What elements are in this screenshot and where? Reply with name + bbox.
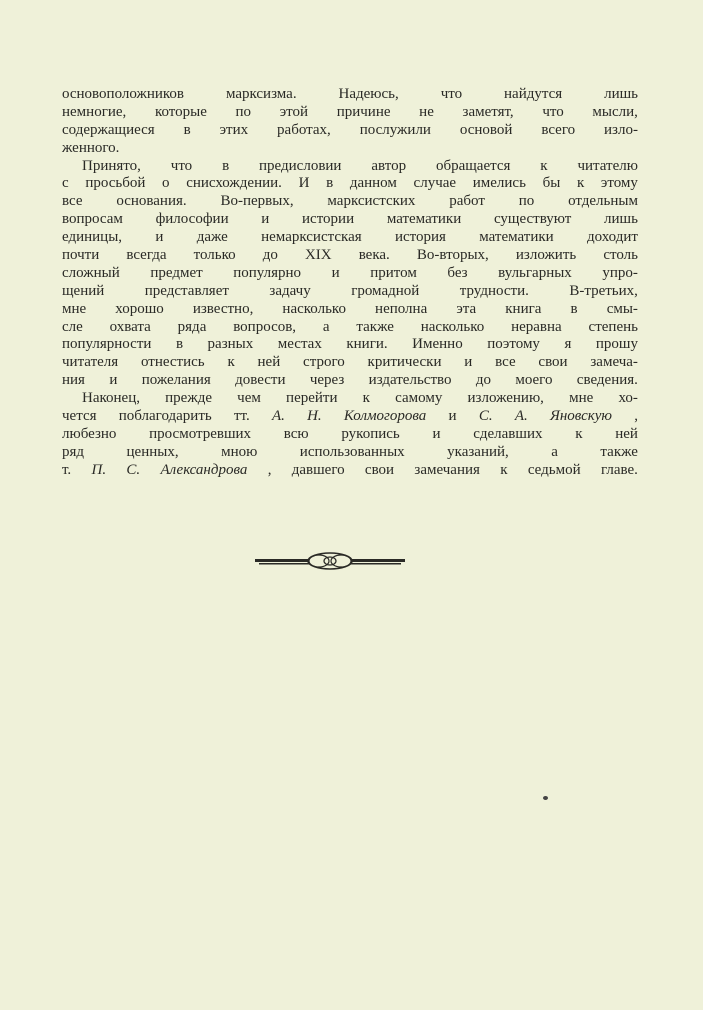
word: известно, xyxy=(192,300,254,317)
word: Надеюсь, xyxy=(338,86,399,102)
word: также xyxy=(356,318,394,335)
word: сложный xyxy=(62,264,120,281)
word: прежде xyxy=(165,390,212,407)
text-line xyxy=(62,390,638,408)
word: А. xyxy=(271,408,285,425)
word: ния xyxy=(62,372,85,389)
text-line xyxy=(62,193,638,211)
word: всю xyxy=(283,425,309,442)
word: и xyxy=(464,354,473,371)
word: мысли, xyxy=(592,103,638,120)
word: ней xyxy=(615,425,638,442)
word: просмотревших xyxy=(149,425,252,442)
word: замечания xyxy=(414,461,480,478)
text-line xyxy=(62,104,638,122)
word: Наконец, xyxy=(82,390,140,407)
text-line xyxy=(62,426,638,444)
word: моего xyxy=(515,372,553,389)
text-line xyxy=(62,247,638,265)
word: сведения. xyxy=(576,372,638,389)
word: снисхождении. xyxy=(186,175,282,192)
word: замеча- xyxy=(590,354,638,371)
word: свои xyxy=(364,461,395,478)
word: поэтому xyxy=(487,336,540,353)
word: разных xyxy=(207,336,254,353)
text-line xyxy=(62,336,638,354)
word: единицы, xyxy=(62,229,123,246)
text-line xyxy=(62,229,638,247)
word: основоположников xyxy=(62,86,185,102)
word: с xyxy=(62,175,69,192)
word: XIX xyxy=(304,247,332,264)
word: я xyxy=(564,336,572,353)
text-line xyxy=(62,86,638,104)
word: Александрова xyxy=(160,461,248,478)
word: самому xyxy=(395,390,443,407)
word: не xyxy=(419,103,434,120)
word: существуют xyxy=(493,211,572,228)
word: послужили xyxy=(359,121,431,138)
word: причине xyxy=(336,103,391,120)
word: изложить xyxy=(515,247,577,264)
text-line xyxy=(62,283,638,301)
word: что xyxy=(170,157,193,174)
word: любезно xyxy=(62,425,117,442)
word: лишь xyxy=(604,211,638,228)
word: просьбой xyxy=(85,175,146,192)
word: в xyxy=(222,157,230,174)
word: тт. xyxy=(233,408,250,425)
word: а xyxy=(551,443,558,460)
word: основания. xyxy=(116,193,187,210)
word: представляет xyxy=(144,282,229,299)
word: степень xyxy=(588,318,638,335)
word: И xyxy=(298,175,310,192)
word: книга xyxy=(505,300,542,317)
word: к xyxy=(227,354,235,371)
word: неполна xyxy=(375,300,428,317)
word: местах xyxy=(277,336,322,353)
word: чем xyxy=(237,390,261,407)
text-line xyxy=(62,354,638,372)
word: чется xyxy=(62,408,97,425)
word: обращается xyxy=(435,157,511,174)
word: т. xyxy=(62,461,72,478)
word: Яновскую xyxy=(549,408,612,425)
text-line xyxy=(62,175,638,193)
word: к xyxy=(575,425,583,442)
word: столь xyxy=(603,247,638,264)
word: этих xyxy=(219,121,249,138)
word: громадной xyxy=(351,282,420,299)
word: и xyxy=(261,211,270,228)
word: упро- xyxy=(602,264,638,281)
word: немногие, xyxy=(62,103,127,120)
word: прошу xyxy=(595,336,638,353)
word: всего xyxy=(541,121,576,138)
word: щений xyxy=(62,282,105,299)
word: к xyxy=(576,175,585,192)
word: история xyxy=(394,229,446,246)
word: по xyxy=(518,193,535,210)
word: Принято, xyxy=(82,157,141,174)
word: также xyxy=(600,443,638,460)
word: и xyxy=(109,372,118,389)
word: издательство xyxy=(368,372,452,389)
word: работ xyxy=(449,193,485,210)
word: сделавших xyxy=(473,425,543,442)
word: мною xyxy=(221,443,258,460)
word: хорошо xyxy=(115,300,164,317)
word: П. xyxy=(91,461,107,478)
word: ряд xyxy=(62,443,85,460)
word: философии xyxy=(155,211,229,228)
ornament-divider-icon xyxy=(255,550,405,572)
word: до xyxy=(475,372,491,389)
text-line xyxy=(62,301,638,319)
word: ряда xyxy=(177,318,207,335)
word: задачу xyxy=(269,282,311,299)
book-page-text xyxy=(62,86,638,480)
word: случае xyxy=(413,175,457,192)
word: насколько xyxy=(282,300,346,317)
word: С. xyxy=(478,408,493,425)
word: в xyxy=(175,336,184,353)
word: этой xyxy=(279,103,309,120)
word: притом xyxy=(370,264,417,281)
text-line xyxy=(62,462,638,480)
text-line xyxy=(62,158,638,176)
word: марксистских xyxy=(327,193,416,210)
word: С. xyxy=(126,461,141,478)
text-line xyxy=(62,140,638,158)
word: через xyxy=(309,372,345,389)
word: все xyxy=(62,193,83,210)
word: А. xyxy=(514,408,528,425)
word: все xyxy=(495,354,516,371)
word: главе. xyxy=(600,461,638,478)
word: трудности. xyxy=(459,282,529,299)
text-line xyxy=(62,408,638,426)
word: и xyxy=(448,408,457,425)
text-line xyxy=(62,122,638,140)
word: перейти xyxy=(286,390,338,407)
word: Колмогорова xyxy=(343,408,427,425)
word: поблагодарить xyxy=(118,408,212,425)
word: вульгарных xyxy=(498,264,572,281)
word: давшего xyxy=(291,461,345,478)
word: автор xyxy=(371,157,407,174)
word: и xyxy=(432,425,441,442)
word: математики xyxy=(386,211,462,228)
word: Во-первых, xyxy=(220,193,294,210)
scan-speck xyxy=(543,796,548,800)
word: предисловии xyxy=(259,157,342,174)
word: что xyxy=(542,103,564,120)
word: предмет xyxy=(150,264,203,281)
word: книги. xyxy=(346,336,388,353)
word: доходит xyxy=(587,229,638,246)
word: мне xyxy=(62,300,87,317)
word: мне xyxy=(569,390,594,407)
word: что xyxy=(440,86,463,102)
word: охвата xyxy=(109,318,151,335)
word: женного. xyxy=(62,139,125,156)
word: без xyxy=(447,264,468,281)
word: к xyxy=(362,390,370,407)
word: читателя xyxy=(62,354,119,371)
word: к xyxy=(540,157,548,174)
word: отдельным xyxy=(568,193,638,210)
word: бы xyxy=(542,175,561,192)
word: эта xyxy=(456,300,477,317)
word: почти xyxy=(62,247,100,264)
word: которые xyxy=(154,103,207,120)
word: популярности xyxy=(62,336,152,353)
word: , xyxy=(634,408,638,425)
word: в xyxy=(326,175,334,192)
word: довести xyxy=(235,372,286,389)
word: сле xyxy=(62,318,83,335)
word: данном xyxy=(349,175,397,192)
word: содержащиеся xyxy=(62,121,155,138)
word: марксизма. xyxy=(225,86,297,102)
word: только xyxy=(193,247,236,264)
word: к xyxy=(500,461,508,478)
word: а xyxy=(322,318,330,335)
word: ценных, xyxy=(126,443,179,460)
word: математики xyxy=(479,229,554,246)
word: имелись xyxy=(472,175,526,192)
word: Именно xyxy=(412,336,463,353)
word: заметят, xyxy=(462,103,514,120)
word: Н. xyxy=(307,408,322,425)
word: до xyxy=(262,247,278,264)
word: хо- xyxy=(618,390,638,407)
word: вопросам xyxy=(62,211,123,228)
word: отнестись xyxy=(140,354,205,371)
word: Во-вторых, xyxy=(416,247,489,264)
text-line xyxy=(62,211,638,229)
word: использованных xyxy=(299,443,405,460)
word: всегда xyxy=(126,247,167,264)
word: основой xyxy=(459,121,513,138)
word: изложению, xyxy=(467,390,544,407)
word: вопросов, xyxy=(233,318,297,335)
text-line xyxy=(62,444,638,462)
word: в xyxy=(183,121,191,138)
word: найдутся xyxy=(504,86,563,102)
word: изло- xyxy=(604,121,638,138)
word: рукопись xyxy=(341,425,400,442)
word: по xyxy=(235,103,252,120)
word: лишь xyxy=(604,86,638,102)
word: критически xyxy=(367,354,442,371)
word: популярно xyxy=(233,264,302,281)
word: этому xyxy=(600,175,638,192)
word: немарксистская xyxy=(261,229,362,246)
text-line xyxy=(62,319,638,337)
word: о xyxy=(162,175,170,192)
word: работах, xyxy=(277,121,331,138)
word: В-третьих, xyxy=(569,282,638,299)
word: даже xyxy=(196,229,228,246)
word: и xyxy=(331,264,340,281)
word: пожелания xyxy=(141,372,211,389)
word: ней xyxy=(257,354,281,371)
word: и xyxy=(155,229,164,246)
word: истории xyxy=(302,211,355,228)
text-line xyxy=(62,372,638,390)
word: указаний, xyxy=(447,443,509,460)
word: читателю xyxy=(577,157,638,174)
word: века. xyxy=(358,247,390,264)
word: свои xyxy=(538,354,568,371)
word: насколько xyxy=(420,318,485,335)
word: неравна xyxy=(511,318,562,335)
word: в xyxy=(570,300,578,317)
word: , xyxy=(267,461,272,478)
word: строго xyxy=(303,354,345,371)
word: смы- xyxy=(606,300,638,317)
word: седьмой xyxy=(527,461,581,478)
text-line xyxy=(62,265,638,283)
